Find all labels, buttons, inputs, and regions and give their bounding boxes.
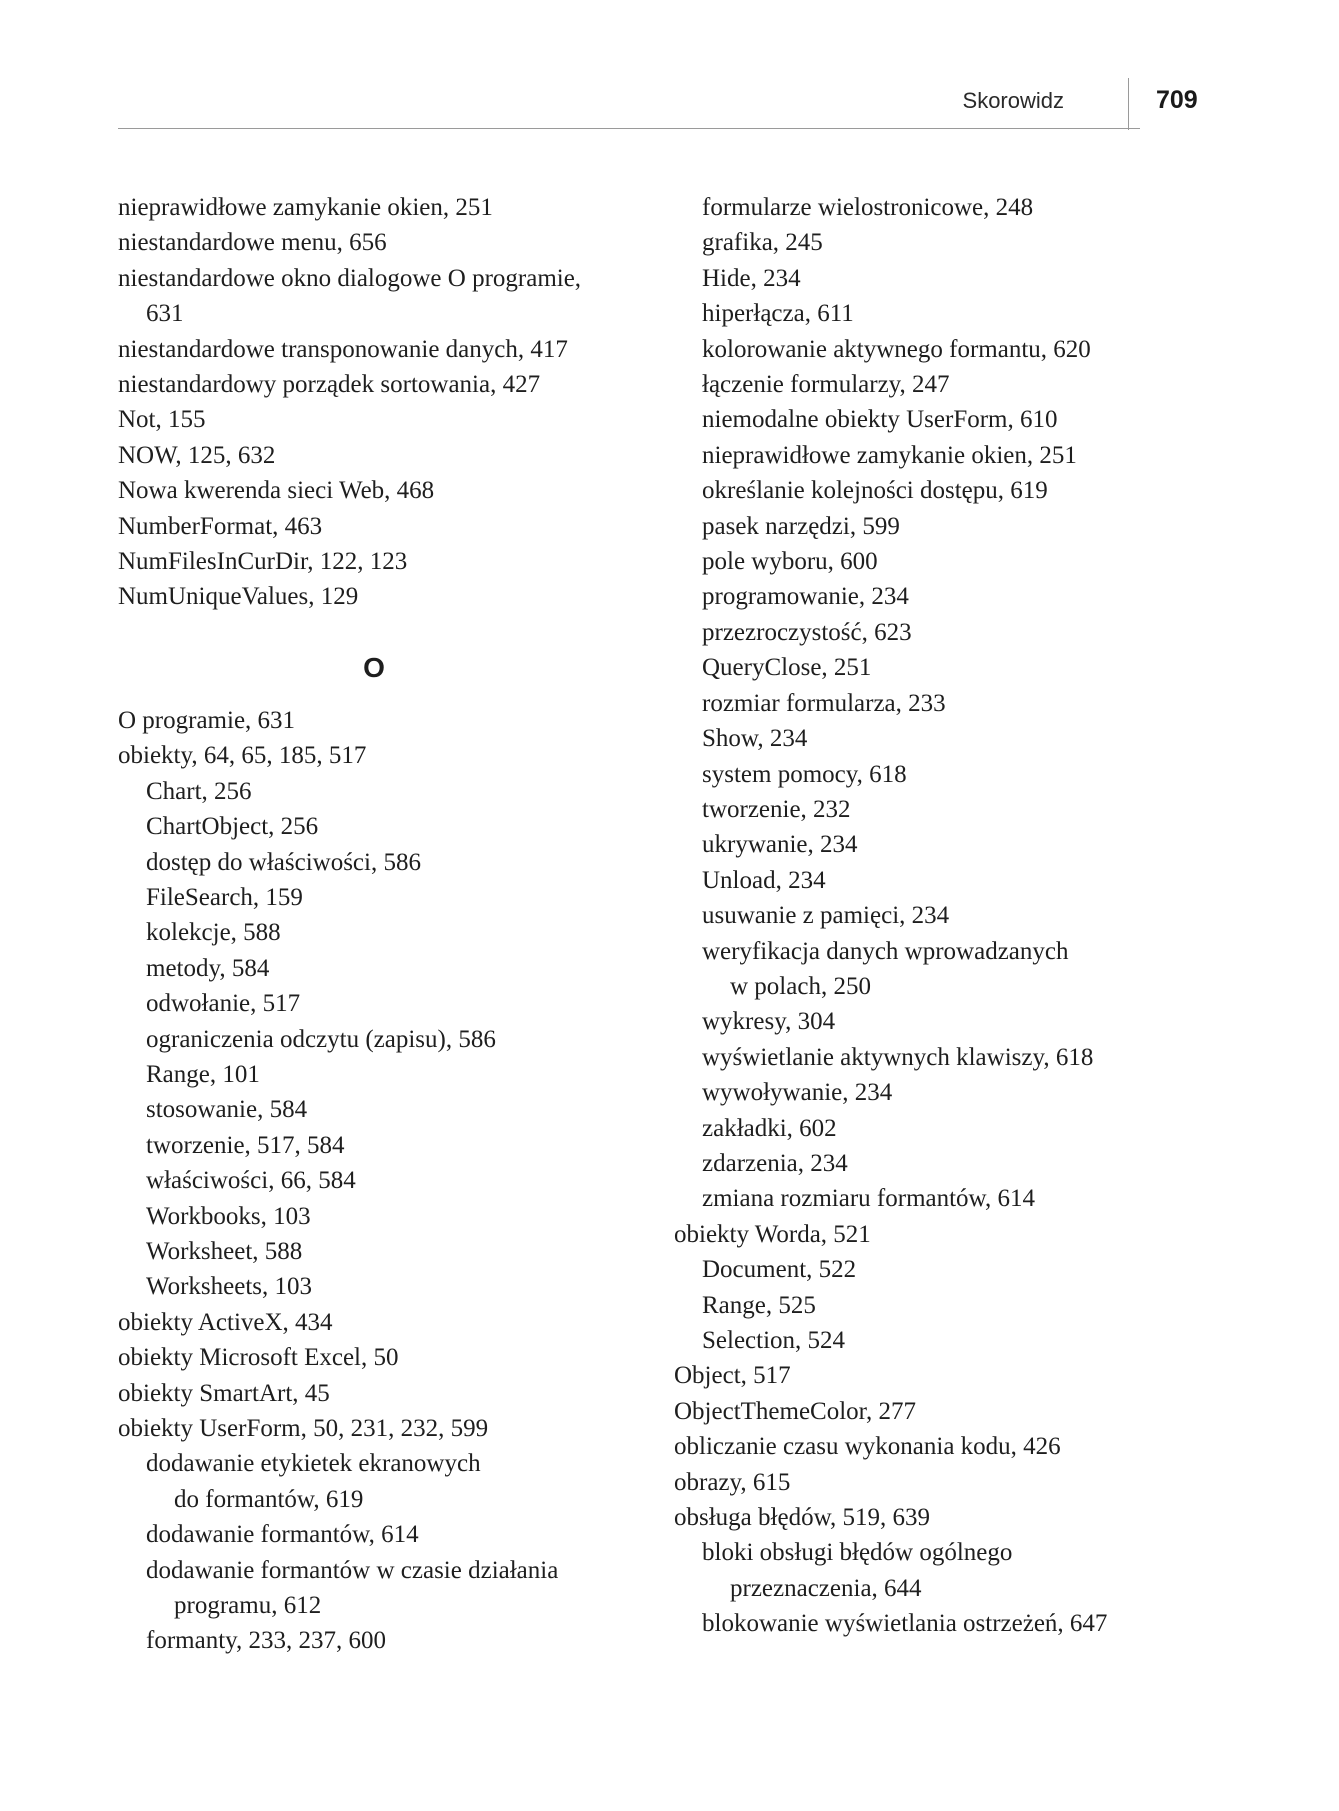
index-entry: obliczanie czasu wykonania kodu, 426 (674, 1433, 1061, 1461)
index-entry: dodawanie etykietek ekranowych (146, 1450, 481, 1478)
index-entry: nieprawidłowe zamykanie okien, 251 (118, 194, 493, 221)
index-entries-bottom (118, 703, 658, 1659)
index-entry: tworzenie, 517, 584 (146, 1131, 345, 1159)
index-entry: wywoływanie, 234 (702, 1079, 893, 1107)
index-entry: formanty, 233, 237, 600 (146, 1627, 387, 1655)
index-entry: ukrywanie, 234 (702, 831, 858, 859)
index-entry: przeznaczenia, 644 (730, 1574, 922, 1602)
index-entry: Not, 155 (118, 406, 206, 434)
index-entry: odwołanie, 517 (146, 990, 301, 1018)
index-entry: programowanie, 234 (702, 583, 909, 611)
index-entry: formularze wielostronicowe, 248 (702, 194, 1034, 221)
index-entry: NumberFormat, 463 (118, 512, 323, 540)
index-entry: Nowa kwerenda sieci Web, 468 (118, 477, 435, 505)
index-entry: niestandardowe menu, 656 (118, 229, 387, 257)
index-entry: pole wyboru, 600 (702, 548, 878, 576)
index-entry: obiekty Worda, 521 (674, 1220, 871, 1248)
index-entry: Workbooks, 103 (146, 1202, 311, 1230)
index-entry: kolekcje, 588 (146, 919, 281, 947)
index-entry: Worksheet, 588 (146, 1237, 303, 1265)
index-entry: obiekty, 64, 65, 185, 517 (118, 742, 367, 770)
index-entry: Document, 522 (702, 1256, 857, 1284)
header-divider (1128, 78, 1129, 130)
index-entry: nieprawidłowe zamykanie okien, 251 (702, 441, 1077, 469)
index-entry: niemodalne obiekty UserForm, 610 (702, 406, 1058, 434)
index-entry: pasek narzędzi, 599 (702, 512, 900, 540)
index-entry: kolorowanie aktywnego formantu, 620 (702, 335, 1091, 363)
index-entry: NumUniqueValues, 129 (118, 583, 359, 611)
index-entry: ograniczenia odczytu (zapisu), 586 (146, 1025, 496, 1053)
index-entry: dostęp do właściwości, 586 (146, 848, 421, 876)
index-entry: Chart, 256 (146, 777, 252, 805)
page-number: 709 (1156, 86, 1198, 114)
index-entry: blokowanie wyświetlania ostrzeżeń, 647 (702, 1610, 1108, 1638)
index-entry: niestandardowe okno dialogowe O programie, (118, 264, 582, 292)
index-entry: usuwanie z pamięci, 234 (702, 902, 950, 930)
index-entry: ChartObject, 256 (146, 813, 319, 841)
index-column-right (674, 190, 1234, 1642)
index-entry: NOW, 125, 632 (118, 441, 276, 469)
index-entry: metody, 584 (146, 954, 270, 982)
page-header (118, 78, 1140, 129)
index-entry: wyświetlanie aktywnych klawiszy, 618 (702, 1043, 1094, 1071)
index-entry: obiekty Microsoft Excel, 50 (118, 1344, 399, 1372)
index-entry: zdarzenia, 234 (702, 1149, 848, 1177)
index-entry: przezroczystość, 623 (702, 618, 912, 646)
index-entry: dodawanie formantów w czasie działania (146, 1556, 559, 1584)
index-entry: obiekty SmartArt, 45 (118, 1379, 330, 1407)
index-entry: zakładki, 602 (702, 1114, 837, 1142)
index-entry: łączenie formularzy, 247 (702, 371, 950, 399)
index-entry: Object, 517 (674, 1362, 791, 1390)
index-entry: tworzenie, 232 (702, 795, 851, 823)
index-entry: system pomocy, 618 (702, 760, 907, 788)
index-entry: obsługa błędów, 519, 639 (674, 1504, 930, 1532)
index-entries (674, 190, 1234, 1642)
index-entry: dodawanie formantów, 614 (146, 1521, 419, 1549)
index-entry: obiekty ActiveX, 434 (118, 1308, 333, 1336)
index-entry: określanie kolejności dostępu, 619 (702, 477, 1048, 505)
index-entry: Range, 525 (702, 1291, 816, 1319)
index-entry: hiperłącza, 611 (702, 300, 854, 328)
section-letter: O (363, 651, 385, 683)
index-entry: 631 (146, 300, 184, 328)
index-entry: grafika, 245 (702, 229, 823, 257)
index-entry: stosowanie, 584 (146, 1096, 308, 1124)
index-entry: obiekty UserForm, 50, 231, 232, 599 (118, 1415, 489, 1442)
index-entry: ObjectThemeColor, 277 (674, 1397, 916, 1425)
index-entry: FileSearch, 159 (146, 883, 303, 911)
running-title: Skorowidz (962, 88, 1064, 113)
index-entry: rozmiar formularza, 233 (702, 689, 946, 717)
index-entry: weryfikacja danych wprowadzanych (702, 937, 1069, 965)
index-entry: wykresy, 304 (702, 1008, 836, 1036)
index-entry: niestandardowe transponowanie danych, 417 (118, 335, 568, 363)
index-entry: Worksheets, 103 (146, 1273, 313, 1301)
index-entry: NumFilesInCurDir, 122, 123 (118, 548, 408, 576)
index-entry: Show, 234 (702, 725, 808, 753)
index-entry: Unload, 234 (702, 866, 826, 894)
index-entry: programu, 612 (174, 1592, 322, 1620)
index-entry: bloki obsługi błędów ogólnego (702, 1539, 1013, 1567)
index-entry: O programie, 631 (118, 706, 296, 734)
index-entry: w polach, 250 (730, 972, 871, 1000)
index-entry: Selection, 524 (702, 1327, 846, 1354)
index-entries-top (118, 190, 658, 615)
index-entry: zmiana rozmiaru formantów, 614 (702, 1185, 1035, 1213)
index-entry: obrazy, 615 (674, 1468, 791, 1496)
index-entry: QueryClose, 251 (702, 654, 872, 682)
index-entry: Hide, 234 (702, 264, 801, 292)
index-column-left (118, 190, 658, 1659)
index-entry: właściwości, 66, 584 (146, 1167, 356, 1195)
index-entry: niestandardowy porządek sortowania, 427 (118, 371, 541, 399)
index-entry: Range, 101 (146, 1060, 260, 1088)
index-entry: do formantów, 619 (174, 1485, 364, 1513)
